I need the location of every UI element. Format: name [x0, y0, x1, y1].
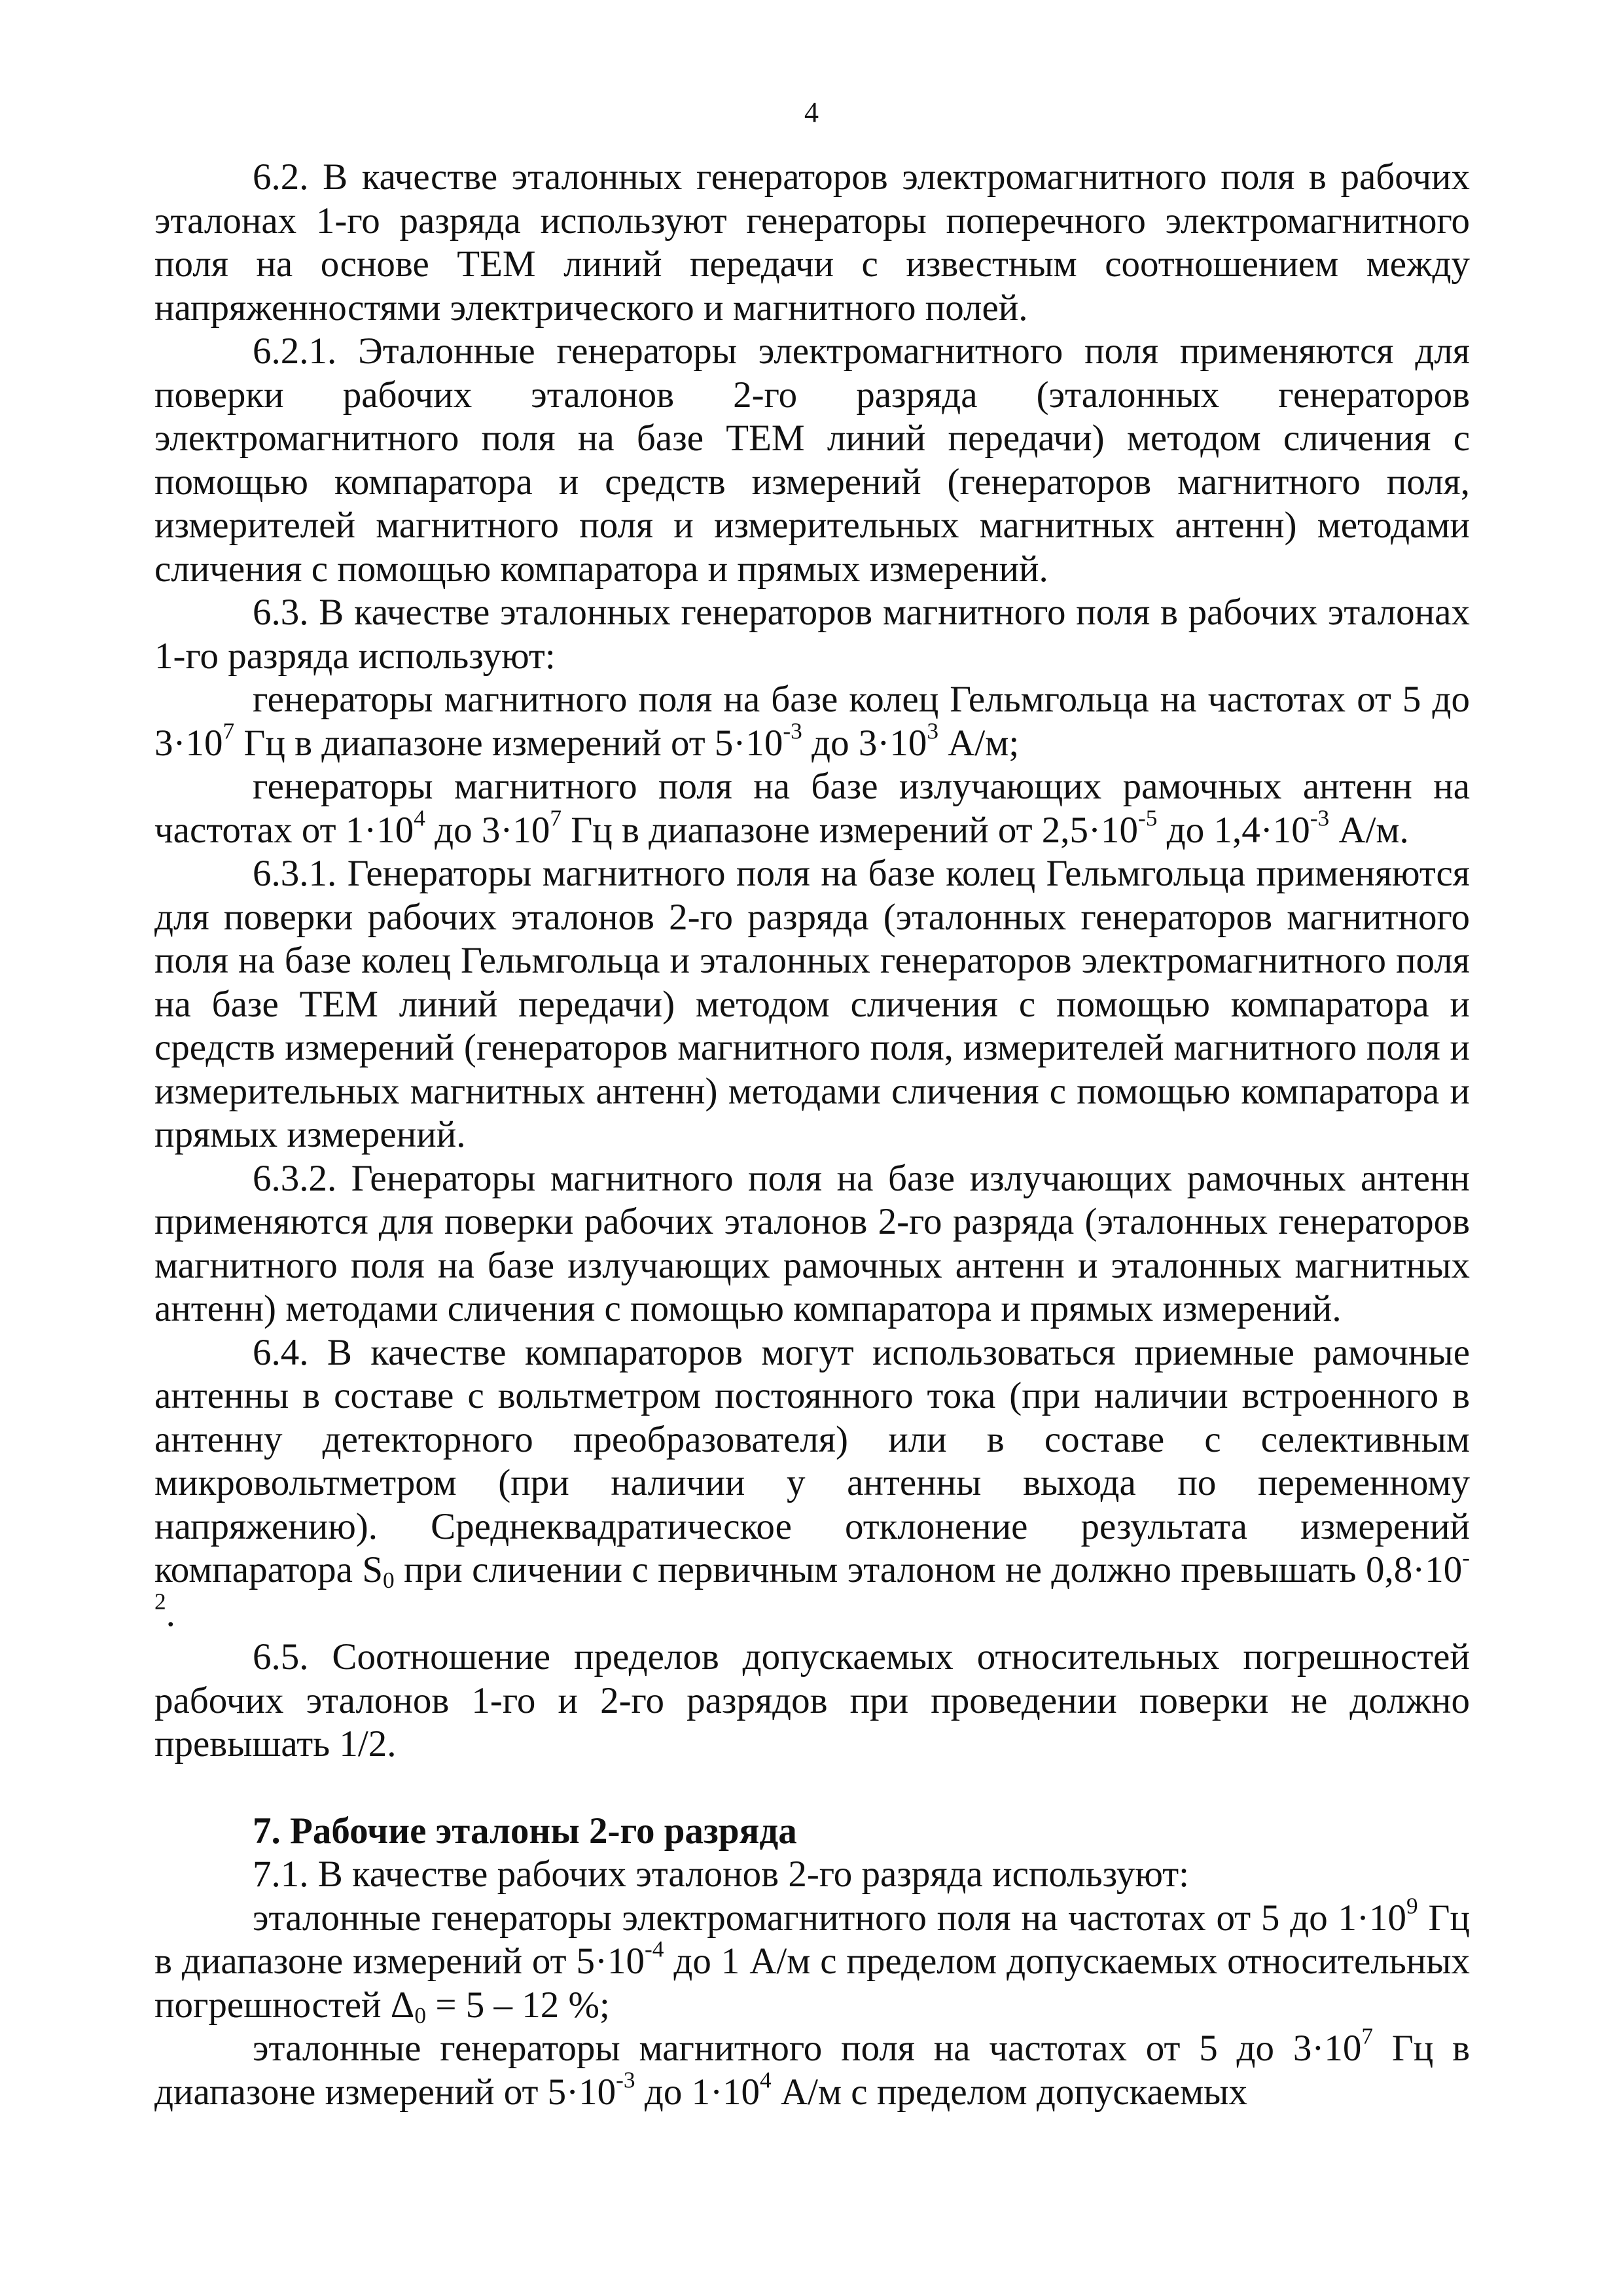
- paragraph: генераторы магнитного поля на базе излучающих рамочных антенн на частотах от $1\cdot 10^4$ до $3\cdot 10^7$ Гц в диапазоне измерений от $2,5\cdot 10^{-5}$ до $1,4\cdot 10^{-3}$ А/м.: [154, 766, 1470, 851]
- page-number: 4: [804, 96, 819, 128]
- paragraph: 6.2. В качестве эталонных генераторов электромагнитного поля в рабочих эталонах 1-го разряда используют генераторы поперечного электромагнитного поля на основе ТЕМ линий передачи с известным соотношением между напряженностями электрического и магнитного полей.: [154, 156, 1470, 329]
- paragraph: 6.5. Соотношение пределов допускаемых относительных погрешностей рабочих эталонов 1-го и 2-го разрядов при проведении поверки не должно превышать 1/2.: [154, 1636, 1470, 1765]
- section-heading: 7. Рабочие эталоны 2-го разряда: [253, 1810, 797, 1852]
- paragraph: 6.3. В качестве эталонных генераторов магнитного поля в рабочих эталонах 1-го разряда используют:: [154, 592, 1470, 677]
- paragraph: 7.1. В качестве рабочих эталонов 2-го разряда используют:: [253, 1854, 1189, 1895]
- paragraph: 6.4. В качестве компараторов могут использоваться приемные рамочные антенны в составе с вольтметром постоянного тока (при наличии встроенного в антенну детекторного преобразователя) или в составе с селективным микровольтметром (при наличии у антенны выхода по переменному напряжению). Среднеквадратическое отклонение результата измерений компаратора $S_0$ при сличении с первичным эталоном не должно превышать $0,8\cdot 10^{-2}$.: [154, 1331, 1471, 1634]
- paragraph: эталонные генераторы электромагнитного поля на частотах от 5 до $1\cdot 10^9$ Гц в диапазоне измерений от $5\cdot 10^{-4}$ до 1 А/м с пределом допускаемых относительных погрешностей $\Delta_0 = 5 - 12$ %;: [154, 1893, 1470, 2028]
- document-body: [154, 156, 1470, 2114]
- paragraph: 6.3.1. Генераторы магнитного поля на базе колец Гельмгольца применяются для поверки рабочих эталонов 2-го разряда (эталонных генераторов магнитного поля на базе колец Гельмгольца и эталонных генераторов электромагнитного поля на базе ТЕМ линий передачи) методом сличения с помощью компаратора и средств измерений (генераторов магнитного поля, измерителей магнитного поля и измерительных магнитных антенн) методами сличения с помощью компаратора и прямых измерений.: [154, 853, 1470, 1155]
- paragraph: генераторы магнитного поля на базе колец Гельмгольца на частотах от 5 до $3\cdot 10^7$ Гц в диапазоне измерений от $5\cdot 10^{-3}$ до $3\cdot 10^3$ А/м;: [154, 679, 1470, 764]
- paragraph: эталонные генераторы магнитного поля на частотах от 5 до $3\cdot 10^7$ Гц в диапазоне измерений от $5\cdot 10^{-3}$ до $1\cdot 10^4$ А/м с пределом допускаемых: [154, 2023, 1470, 2113]
- paragraph: 6.2.1. Эталонные генераторы электромагнитного поля применяются для поверки рабочих эталонов 2-го разряда (эталонных генераторов электромагнитного поля на базе ТЕМ линий передачи) методом сличения с помощью компаратора и средств измерений (генераторов магнитного поля, измерителей магнитного поля и измерительных магнитных антенн) методами сличения с помощью компаратора и прямых измерений.: [154, 331, 1470, 590]
- paragraph: 6.3.2. Генераторы магнитного поля на базе излучающих рамочных антенн применяются для поверки рабочих эталонов 2-го разряда (эталонных генераторов магнитного поля на базе излучающих рамочных антенн и эталонных магнитных антенн) методами сличения с помощью компаратора и прямых измерений.: [154, 1157, 1470, 1329]
